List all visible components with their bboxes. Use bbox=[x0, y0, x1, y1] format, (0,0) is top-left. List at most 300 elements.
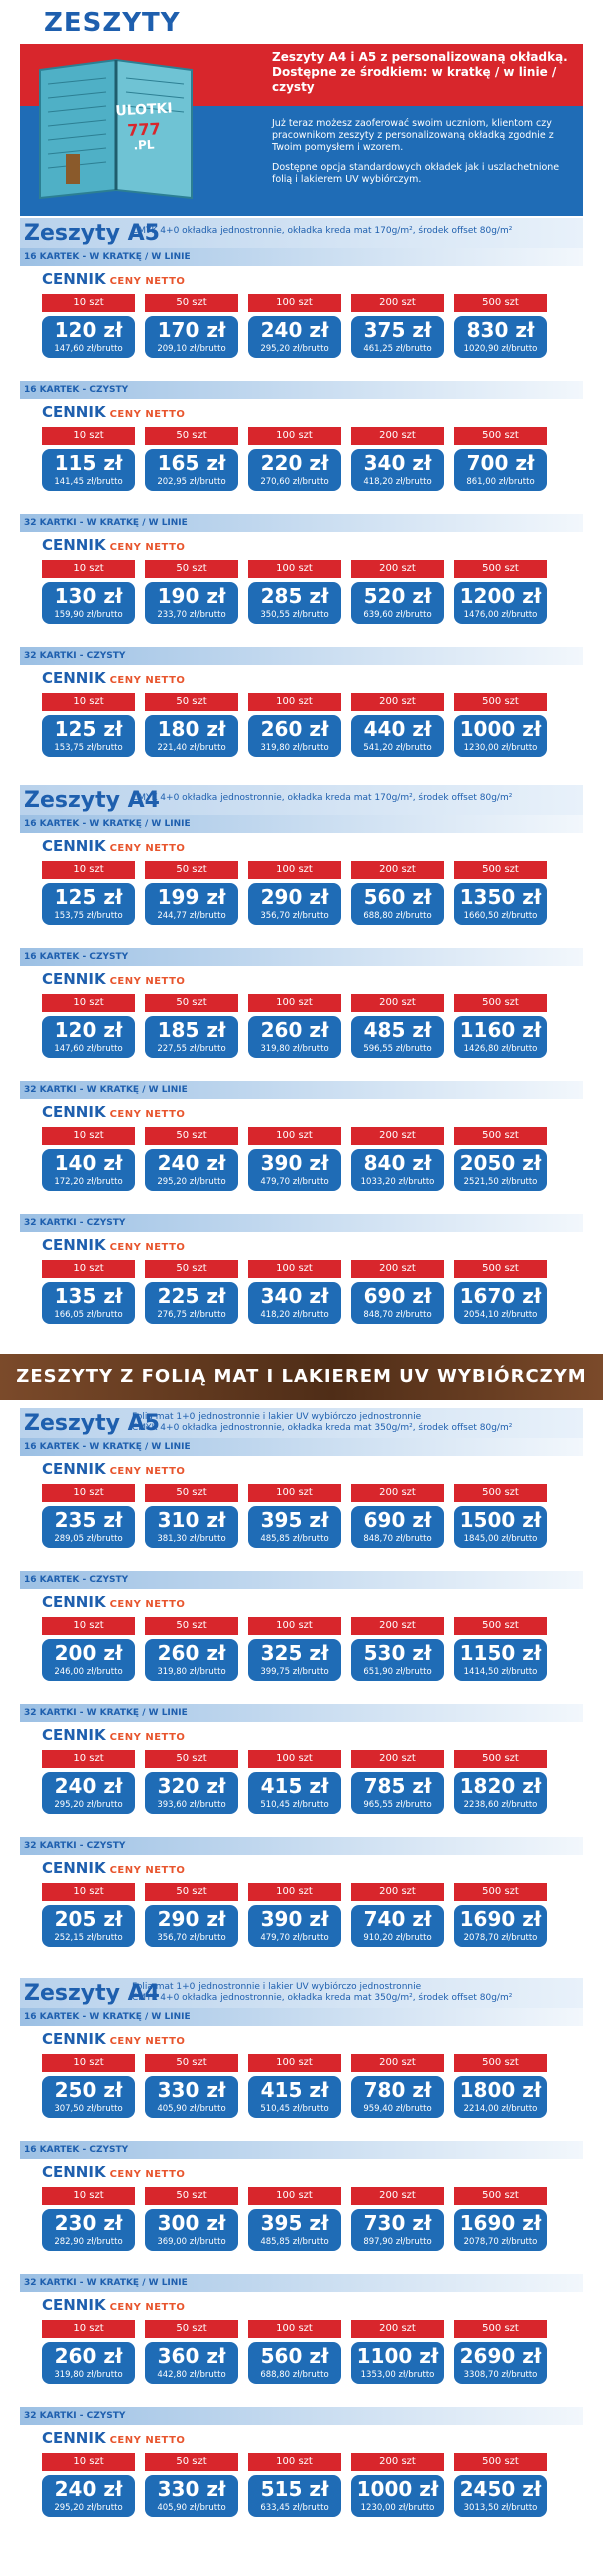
section-label: 32 KARTKI - CZYSTY bbox=[20, 1837, 583, 1855]
quantity-cell: 200 szt bbox=[351, 2453, 444, 2471]
price-cell bbox=[351, 2209, 444, 2251]
price-cell bbox=[351, 2475, 444, 2517]
format-name: Zeszyty A5 bbox=[24, 221, 160, 246]
net-price: 235 zł bbox=[54, 1508, 123, 1532]
net-price: 300 zł bbox=[157, 2211, 226, 2235]
gross-price: 289,05 zł/brutto bbox=[54, 1534, 123, 1544]
net-price: 260 zł bbox=[260, 1018, 329, 1042]
quantity-cell: 50 szt bbox=[145, 1484, 238, 1502]
gross-price: 1230,00 zł/brutto bbox=[360, 2503, 435, 2513]
gross-price: 227,55 zł/brutto bbox=[157, 1044, 226, 1054]
gross-price: 319,80 zł/brutto bbox=[157, 1667, 226, 1677]
quantity-cell: 10 szt bbox=[42, 1484, 135, 1502]
net-price: 170 zł bbox=[157, 318, 226, 342]
gross-price: 369,00 zł/brutto bbox=[157, 2237, 226, 2247]
quantity-cell: 50 szt bbox=[145, 861, 238, 879]
gross-price: 485,85 zł/brutto bbox=[260, 2237, 329, 2247]
section-label: 32 KARTKI - CZYSTY bbox=[20, 1214, 583, 1232]
hero-headline bbox=[272, 50, 572, 95]
format-header bbox=[20, 785, 583, 815]
price-cell bbox=[351, 1905, 444, 1947]
net-price: 190 zł bbox=[157, 584, 226, 608]
gross-price: 639,60 zł/brutto bbox=[363, 610, 432, 620]
section-label: 32 KARTKI - W KRATKĘ / W LINIE bbox=[20, 514, 583, 532]
cennik-label: CENNIK bbox=[42, 2163, 106, 2181]
price-cell bbox=[145, 1506, 238, 1548]
quantity-cell: 200 szt bbox=[351, 1260, 444, 1278]
quantity-cell: 100 szt bbox=[248, 2453, 341, 2471]
quantity-cell: 200 szt bbox=[351, 2054, 444, 2072]
gross-price: 479,70 zł/brutto bbox=[260, 1933, 329, 1943]
price-cell bbox=[351, 883, 444, 925]
price-cell bbox=[248, 2209, 341, 2251]
quantity-cell: 200 szt bbox=[351, 1484, 444, 1502]
quantity-cell: 50 szt bbox=[145, 1127, 238, 1145]
quantity-cell: 200 szt bbox=[351, 1127, 444, 1145]
price-cell bbox=[351, 1506, 444, 1548]
price-cell bbox=[42, 2475, 135, 2517]
cennik-heading bbox=[42, 1103, 185, 1121]
cennik-heading bbox=[42, 1593, 185, 1611]
gross-price: 356,70 zł/brutto bbox=[260, 911, 329, 921]
net-price: 180 zł bbox=[157, 717, 226, 741]
gross-price: 3013,50 zł/brutto bbox=[463, 2503, 538, 2513]
section-label: 32 KARTKI - W KRATKĘ / W LINIE bbox=[20, 1704, 583, 1722]
gross-price: 319,80 zł/brutto bbox=[260, 743, 329, 753]
cennik-label: CENNIK bbox=[42, 1859, 106, 1877]
quantity-cell: 100 szt bbox=[248, 1484, 341, 1502]
net-price: 780 zł bbox=[363, 2078, 432, 2102]
price-cell bbox=[248, 449, 341, 491]
gross-price: 1660,50 zł/brutto bbox=[463, 911, 538, 921]
gross-price: 295,20 zł/brutto bbox=[54, 1800, 123, 1810]
net-price: 330 zł bbox=[157, 2477, 226, 2501]
net-price: 360 zł bbox=[157, 2344, 226, 2368]
price-cell bbox=[145, 2076, 238, 2118]
quantity-cell: 10 szt bbox=[42, 1127, 135, 1145]
net-price: 530 zł bbox=[363, 1641, 432, 1665]
price-cell bbox=[145, 2209, 238, 2251]
gross-price: 1845,00 zł/brutto bbox=[463, 1534, 538, 1544]
format-name: Zeszyty A4 bbox=[24, 1981, 160, 2006]
cennik-heading bbox=[42, 1859, 185, 1877]
price-cell bbox=[454, 1506, 547, 1548]
brand-logo-suffix: .PL bbox=[133, 137, 155, 153]
section-label: 16 KARTEK - W KRATKĘ / W LINIE bbox=[20, 1438, 583, 1456]
gross-price: 2078,70 zł/brutto bbox=[463, 2237, 538, 2247]
price-cell bbox=[248, 1149, 341, 1191]
gross-price: 356,70 zł/brutto bbox=[157, 1933, 226, 1943]
net-price: 520 zł bbox=[363, 584, 432, 608]
price-cell bbox=[42, 715, 135, 757]
gross-price: 1020,90 zł/brutto bbox=[463, 344, 538, 354]
price-cell bbox=[248, 1905, 341, 1947]
gross-price: 651,90 zł/brutto bbox=[363, 1667, 432, 1677]
quantity-cell: 200 szt bbox=[351, 294, 444, 312]
cennik-heading bbox=[42, 536, 185, 554]
price-table bbox=[20, 532, 583, 640]
gross-price: 1476,00 zł/brutto bbox=[463, 610, 538, 620]
quantity-cell: 500 szt bbox=[454, 861, 547, 879]
quantity-cell: 50 szt bbox=[145, 693, 238, 711]
gross-price: 485,85 zł/brutto bbox=[260, 1534, 329, 1544]
price-cell bbox=[145, 1282, 238, 1324]
net-price: 310 zł bbox=[157, 1508, 226, 1532]
price-cell bbox=[42, 1506, 135, 1548]
quantity-cell: 10 szt bbox=[42, 693, 135, 711]
price-table bbox=[20, 399, 583, 507]
price-cell bbox=[42, 2209, 135, 2251]
net-price: 740 zł bbox=[363, 1907, 432, 1931]
section-label: 32 KARTKI - CZYSTY bbox=[20, 2407, 583, 2425]
gross-price: 479,70 zł/brutto bbox=[260, 1177, 329, 1187]
price-cell bbox=[351, 1016, 444, 1058]
net-price: 2690 zł bbox=[459, 2344, 542, 2368]
ceny-netto-label: CENY NETTO bbox=[109, 976, 186, 987]
hero-headline-line: Zeszyty A4 i A5 z personalizowaną okładką. bbox=[272, 50, 568, 64]
price-table bbox=[20, 2425, 583, 2533]
net-price: 285 zł bbox=[260, 584, 329, 608]
net-price: 230 zł bbox=[54, 2211, 123, 2235]
net-price: 415 zł bbox=[260, 2078, 329, 2102]
net-price: 785 zł bbox=[363, 1774, 432, 1798]
ceny-netto-label: CENY NETTO bbox=[109, 2036, 186, 2047]
cennik-label: CENNIK bbox=[42, 837, 106, 855]
price-table bbox=[20, 2026, 583, 2134]
net-price: 515 zł bbox=[260, 2477, 329, 2501]
quantity-cell: 100 szt bbox=[248, 693, 341, 711]
gross-price: 848,70 zł/brutto bbox=[363, 1534, 432, 1544]
gross-price: 202,95 zł/brutto bbox=[157, 477, 226, 487]
quantity-cell: 200 szt bbox=[351, 693, 444, 711]
ceny-netto-label: CENY NETTO bbox=[109, 542, 186, 553]
net-price: 730 zł bbox=[363, 2211, 432, 2235]
gross-price: 1426,80 zł/brutto bbox=[463, 1044, 538, 1054]
price-cell bbox=[145, 316, 238, 358]
net-price: 560 zł bbox=[363, 885, 432, 909]
net-price: 1100 zł bbox=[356, 2344, 439, 2368]
ceny-netto-label: CENY NETTO bbox=[109, 675, 186, 686]
net-price: 375 zł bbox=[363, 318, 432, 342]
price-cell bbox=[42, 1905, 135, 1947]
gross-price: 3308,70 zł/brutto bbox=[463, 2370, 538, 2380]
quantity-cell: 10 szt bbox=[42, 2453, 135, 2471]
net-price: 1690 zł bbox=[459, 2211, 542, 2235]
gross-price: 405,90 zł/brutto bbox=[157, 2503, 226, 2513]
quantity-cell: 500 szt bbox=[454, 1260, 547, 1278]
price-table bbox=[20, 966, 583, 1074]
section-label: 16 KARTEK - W KRATKĘ / W LINIE bbox=[20, 2008, 583, 2026]
quantity-cell: 10 szt bbox=[42, 2320, 135, 2338]
price-cell bbox=[248, 1772, 341, 1814]
quantity-cell: 500 szt bbox=[454, 693, 547, 711]
gross-price: 910,20 zł/brutto bbox=[363, 1933, 432, 1943]
price-cell bbox=[454, 1016, 547, 1058]
gross-price: 510,45 zł/brutto bbox=[260, 1800, 329, 1810]
gross-price: 2078,70 zł/brutto bbox=[463, 1933, 538, 1943]
net-price: 690 zł bbox=[363, 1284, 432, 1308]
quantity-cell: 10 szt bbox=[42, 1260, 135, 1278]
quantity-cell: 500 szt bbox=[454, 560, 547, 578]
quantity-cell: 200 szt bbox=[351, 2187, 444, 2205]
net-price: 1820 zł bbox=[459, 1774, 542, 1798]
price-cell bbox=[145, 2475, 238, 2517]
price-cell bbox=[145, 449, 238, 491]
net-price: 135 zł bbox=[54, 1284, 123, 1308]
price-cell bbox=[351, 316, 444, 358]
cennik-label: CENNIK bbox=[42, 403, 106, 421]
quantity-cell: 500 szt bbox=[454, 1750, 547, 1768]
quantity-cell: 200 szt bbox=[351, 994, 444, 1012]
price-cell bbox=[454, 1149, 547, 1191]
price-cell bbox=[248, 582, 341, 624]
section-label: 16 KARTEK - W KRATKĘ / W LINIE bbox=[20, 815, 583, 833]
section-label: 32 KARTKI - W KRATKĘ / W LINIE bbox=[20, 2274, 583, 2292]
quantity-cell: 50 szt bbox=[145, 427, 238, 445]
ceny-netto-label: CENY NETTO bbox=[109, 409, 186, 420]
gross-price: 1230,00 zł/brutto bbox=[463, 743, 538, 753]
net-price: 260 zł bbox=[54, 2344, 123, 2368]
gross-price: 510,45 zł/brutto bbox=[260, 2104, 329, 2114]
section-label: 16 KARTEK - CZYSTY bbox=[20, 381, 583, 399]
price-cell bbox=[351, 1149, 444, 1191]
quantity-cell: 100 szt bbox=[248, 861, 341, 879]
cennik-label: CENNIK bbox=[42, 2030, 106, 2048]
quantity-cell: 500 szt bbox=[454, 2453, 547, 2471]
quantity-cell: 200 szt bbox=[351, 427, 444, 445]
net-price: 2450 zł bbox=[459, 2477, 542, 2501]
net-price: 290 zł bbox=[260, 885, 329, 909]
cennik-label: CENNIK bbox=[42, 970, 106, 988]
gross-price: 848,70 zł/brutto bbox=[363, 1310, 432, 1320]
cennik-heading bbox=[42, 270, 185, 288]
net-price: 1800 zł bbox=[459, 2078, 542, 2102]
cennik-label: CENNIK bbox=[42, 1726, 106, 1744]
gross-price: 399,75 zł/brutto bbox=[260, 1667, 329, 1677]
gross-price: 897,90 zł/brutto bbox=[363, 2237, 432, 2247]
quantity-cell: 10 szt bbox=[42, 2187, 135, 2205]
gross-price: 393,60 zł/brutto bbox=[157, 1800, 226, 1810]
ceny-netto-label: CENY NETTO bbox=[109, 1109, 186, 1120]
net-price: 1200 zł bbox=[459, 584, 542, 608]
price-cell bbox=[454, 883, 547, 925]
ceny-netto-label: CENY NETTO bbox=[109, 1466, 186, 1477]
quantity-cell: 200 szt bbox=[351, 1883, 444, 1901]
gross-price: 252,15 zł/brutto bbox=[54, 1933, 123, 1943]
cennik-heading bbox=[42, 2296, 185, 2314]
quantity-cell: 10 szt bbox=[42, 2054, 135, 2072]
net-price: 1690 zł bbox=[459, 1907, 542, 1931]
net-price: 700 zł bbox=[466, 451, 535, 475]
hero-paragraph-2: Dostępne opcja standardowych okładek jak i uszlachetnione folią i lakierem UV wybiórczym. bbox=[272, 162, 560, 185]
ceny-netto-label: CENY NETTO bbox=[109, 2169, 186, 2180]
price-cell bbox=[145, 1772, 238, 1814]
section-label: 16 KARTEK - CZYSTY bbox=[20, 948, 583, 966]
quantity-cell: 500 szt bbox=[454, 2187, 547, 2205]
price-table bbox=[20, 2159, 583, 2267]
format-header bbox=[20, 218, 583, 248]
gross-price: 688,80 zł/brutto bbox=[363, 911, 432, 921]
quantity-cell: 500 szt bbox=[454, 294, 547, 312]
price-table bbox=[20, 1099, 583, 1207]
quantity-cell: 50 szt bbox=[145, 1750, 238, 1768]
gross-price: 350,55 zł/brutto bbox=[260, 610, 329, 620]
price-table bbox=[20, 1456, 583, 1564]
quantity-cell: 50 szt bbox=[145, 2054, 238, 2072]
gross-price: 1414,50 zł/brutto bbox=[463, 1667, 538, 1677]
gross-price: 442,80 zł/brutto bbox=[157, 2370, 226, 2380]
gross-price: 295,20 zł/brutto bbox=[54, 2503, 123, 2513]
price-cell bbox=[42, 2342, 135, 2384]
page-title: ZESZYTY bbox=[44, 8, 181, 38]
price-cell bbox=[351, 449, 444, 491]
price-cell bbox=[454, 2209, 547, 2251]
price-table bbox=[20, 1589, 583, 1697]
price-cell bbox=[42, 1772, 135, 1814]
gross-price: 2054,10 zł/brutto bbox=[463, 1310, 538, 1320]
format-description-line: Folia mat 1+0 jednostronnie i lakier UV wybiórczo jednostronnie bbox=[132, 1982, 422, 1992]
net-price: 390 zł bbox=[260, 1907, 329, 1931]
quantity-cell: 100 szt bbox=[248, 294, 341, 312]
net-price: 130 zł bbox=[54, 584, 123, 608]
hero-headline-line: Dostępne ze środkiem: w kratkę / w linie / czysty bbox=[272, 65, 557, 94]
quantity-cell: 10 szt bbox=[42, 427, 135, 445]
gross-price: 166,05 zł/brutto bbox=[54, 1310, 123, 1320]
quantity-cell: 200 szt bbox=[351, 560, 444, 578]
gross-price: 147,60 zł/brutto bbox=[54, 1044, 123, 1054]
quantity-cell: 10 szt bbox=[42, 1617, 135, 1635]
price-cell bbox=[145, 883, 238, 925]
net-price: 1350 zł bbox=[459, 885, 542, 909]
net-price: 2050 zł bbox=[459, 1151, 542, 1175]
price-cell bbox=[42, 883, 135, 925]
net-price: 225 zł bbox=[157, 1284, 226, 1308]
gross-price: 596,55 zł/brutto bbox=[363, 1044, 432, 1054]
net-price: 1500 zł bbox=[459, 1508, 542, 1532]
uv-section-banner: ZESZYTY Z FOLIĄ MAT I LAKIEREM UV WYBIÓRCZYM bbox=[0, 1354, 603, 1400]
quantity-cell: 200 szt bbox=[351, 2320, 444, 2338]
quantity-cell: 100 szt bbox=[248, 1750, 341, 1768]
net-price: 415 zł bbox=[260, 1774, 329, 1798]
quantity-cell: 500 szt bbox=[454, 2054, 547, 2072]
price-cell bbox=[42, 2076, 135, 2118]
quantity-cell: 100 szt bbox=[248, 1260, 341, 1278]
gross-price: 295,20 zł/brutto bbox=[260, 344, 329, 354]
price-table bbox=[20, 266, 583, 374]
price-cell bbox=[145, 1016, 238, 1058]
gross-price: 141,45 zł/brutto bbox=[54, 477, 123, 487]
net-price: 1150 zł bbox=[459, 1641, 542, 1665]
cennik-label: CENNIK bbox=[42, 1103, 106, 1121]
quantity-cell: 500 szt bbox=[454, 1617, 547, 1635]
net-price: 340 zł bbox=[363, 451, 432, 475]
price-cell bbox=[248, 883, 341, 925]
net-price: 240 zł bbox=[260, 318, 329, 342]
ceny-netto-label: CENY NETTO bbox=[109, 843, 186, 854]
quantity-cell: 100 szt bbox=[248, 560, 341, 578]
cennik-heading bbox=[42, 2429, 185, 2447]
quantity-cell: 10 szt bbox=[42, 560, 135, 578]
net-price: 830 zł bbox=[466, 318, 535, 342]
quantity-cell: 100 szt bbox=[248, 2187, 341, 2205]
quantity-cell: 50 szt bbox=[145, 560, 238, 578]
price-cell bbox=[351, 2076, 444, 2118]
format-description bbox=[132, 1412, 582, 1434]
quantity-cell: 50 szt bbox=[145, 994, 238, 1012]
quantity-cell: 500 szt bbox=[454, 427, 547, 445]
cennik-label: CENNIK bbox=[42, 536, 106, 554]
section-label: 32 KARTKI - W KRATKĘ / W LINIE bbox=[20, 1081, 583, 1099]
cennik-heading bbox=[42, 1726, 185, 1744]
open-book-illustration bbox=[36, 54, 196, 204]
quantity-cell: 50 szt bbox=[145, 1617, 238, 1635]
format-header bbox=[20, 1978, 583, 2008]
quantity-cell: 100 szt bbox=[248, 994, 341, 1012]
format-description-line: Folia mat 1+0 jednostronnie i lakier UV wybiórczo jednostronnie bbox=[132, 1412, 422, 1422]
quantity-cell: 50 szt bbox=[145, 2320, 238, 2338]
gross-price: 418,20 zł/brutto bbox=[363, 477, 432, 487]
gross-price: 209,10 zł/brutto bbox=[157, 344, 226, 354]
quantity-cell: 200 szt bbox=[351, 1750, 444, 1768]
price-cell bbox=[454, 2342, 547, 2384]
cennik-heading bbox=[42, 2030, 185, 2048]
brand-logo-text: ULOTKI bbox=[114, 100, 174, 120]
price-cell bbox=[42, 449, 135, 491]
price-cell bbox=[454, 449, 547, 491]
gross-price: 959,40 zł/brutto bbox=[363, 2104, 432, 2114]
hero-paragraph-1: Już teraz możesz zaoferować swoim uczniom, klientom czy pracownikom zeszyty z personalizowaną okładką zgodnie z Twoim pomysłem i wzorem. bbox=[272, 118, 554, 153]
net-price: 1000 zł bbox=[459, 717, 542, 741]
format-description-line: CMYK 4+0 okładka jednostronnie, okładka kreda mat 350g/m², środek offset 80g/m² bbox=[132, 1423, 513, 1433]
net-price: 330 zł bbox=[157, 2078, 226, 2102]
net-price: 120 zł bbox=[54, 1018, 123, 1042]
price-cell bbox=[42, 1016, 135, 1058]
net-price: 320 zł bbox=[157, 1774, 226, 1798]
gross-price: 233,70 zł/brutto bbox=[157, 610, 226, 620]
quantity-cell: 500 szt bbox=[454, 1883, 547, 1901]
price-cell bbox=[248, 2076, 341, 2118]
price-table bbox=[20, 1232, 583, 1340]
price-cell bbox=[248, 1639, 341, 1681]
quantity-cell: 100 szt bbox=[248, 1883, 341, 1901]
net-price: 205 zł bbox=[54, 1907, 123, 1931]
gross-price: 861,00 zł/brutto bbox=[466, 477, 535, 487]
price-cell bbox=[248, 1016, 341, 1058]
gross-price: 2521,50 zł/brutto bbox=[463, 1177, 538, 1187]
quantity-cell: 10 szt bbox=[42, 861, 135, 879]
gross-price: 276,75 zł/brutto bbox=[157, 1310, 226, 1320]
price-table bbox=[20, 665, 583, 773]
net-price: 260 zł bbox=[260, 717, 329, 741]
cennik-heading bbox=[42, 1236, 185, 1254]
gross-price: 2238,60 zł/brutto bbox=[463, 1800, 538, 1810]
brand-logo-number: 777 bbox=[126, 119, 162, 140]
format-name: Zeszyty A4 bbox=[24, 788, 160, 813]
quantity-cell: 200 szt bbox=[351, 1617, 444, 1635]
price-cell bbox=[454, 316, 547, 358]
net-price: 690 zł bbox=[363, 1508, 432, 1532]
cennik-heading bbox=[42, 970, 185, 988]
price-cell bbox=[351, 1282, 444, 1324]
price-cell bbox=[351, 2342, 444, 2384]
net-price: 200 zł bbox=[54, 1641, 123, 1665]
quantity-cell: 50 szt bbox=[145, 1883, 238, 1901]
price-cell bbox=[145, 715, 238, 757]
net-price: 560 zł bbox=[260, 2344, 329, 2368]
price-cell bbox=[454, 582, 547, 624]
quantity-cell: 100 szt bbox=[248, 1127, 341, 1145]
format-description: CMYK 4+0 okładka jednostronnie, okładka kreda mat 170g/m², środek offset 80g/m² bbox=[132, 793, 513, 803]
